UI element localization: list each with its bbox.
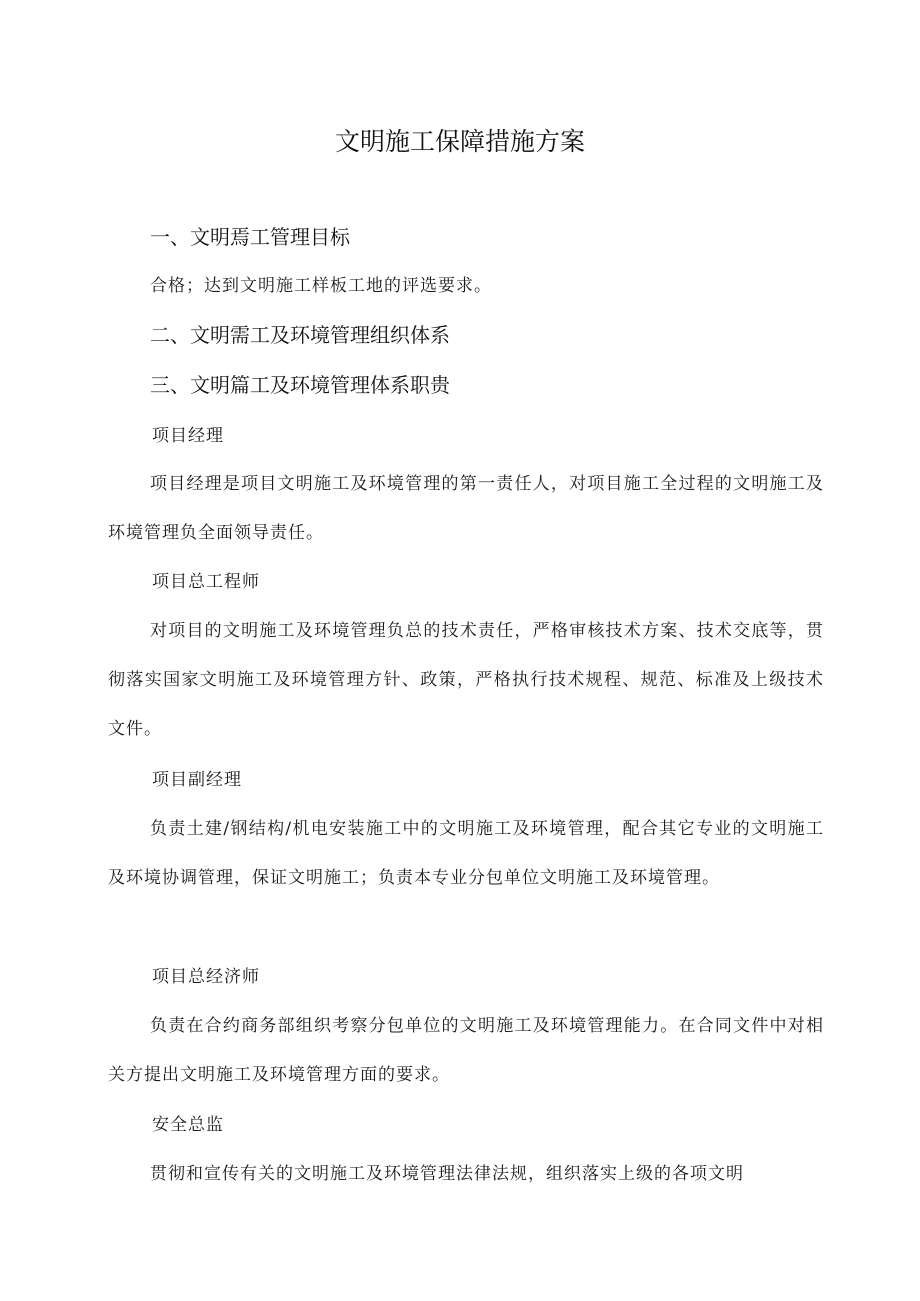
- role-duty: 贯彻和宣传有关的文明施工及环境管理法律法规，组织落实上级的各项文明: [150, 1164, 744, 1184]
- role-title: 项目经理: [152, 426, 224, 446]
- role-duty: 负责在合约商务部组织考察分包单位的文明施工及环境管理能力。在合同文件中对相关方提出文明施工及环境管理方面的要求。: [108, 1016, 824, 1085]
- role-title: 项目总经济师: [152, 967, 260, 987]
- section-heading-1: 一、文明焉工管理目标: [150, 225, 350, 249]
- section-1-body: 合格；达到文明施工样板工地的评选要求。: [150, 276, 492, 296]
- role-duty: 负责土建/钢结构/机电安装施工中的文明施工及环境管理，配合其它专业的文明施工及环境协调管理，保证文明施工；负责本专业分包单位文明施工及环境管理。: [108, 819, 824, 888]
- document-title: 文明施工保障措施方案: [334, 127, 585, 156]
- role-duty: 项目经理是项目文明施工及环境管理的第一责任人，对项目施工全过程的文明施工及环境管理负全面领导责任。: [108, 474, 824, 543]
- role-title: 项目总工程师: [152, 572, 260, 592]
- section-heading-2: 二、文明需工及环境管理组织体系: [150, 323, 450, 347]
- role-title: 项目副经理: [152, 770, 242, 790]
- role-title: 安全总监: [152, 1115, 224, 1135]
- section-heading-3: 三、文明篇工及环境管理体系职贵: [150, 373, 450, 397]
- role-duty: 对项目的文明施工及环境管理负总的技术责任，严格审核技术方案、技术交底等，贯彻落实国家文明施工及环境管理方针、政策，严格执行技术规程、规范、标准及上级技术文件。: [108, 621, 824, 739]
